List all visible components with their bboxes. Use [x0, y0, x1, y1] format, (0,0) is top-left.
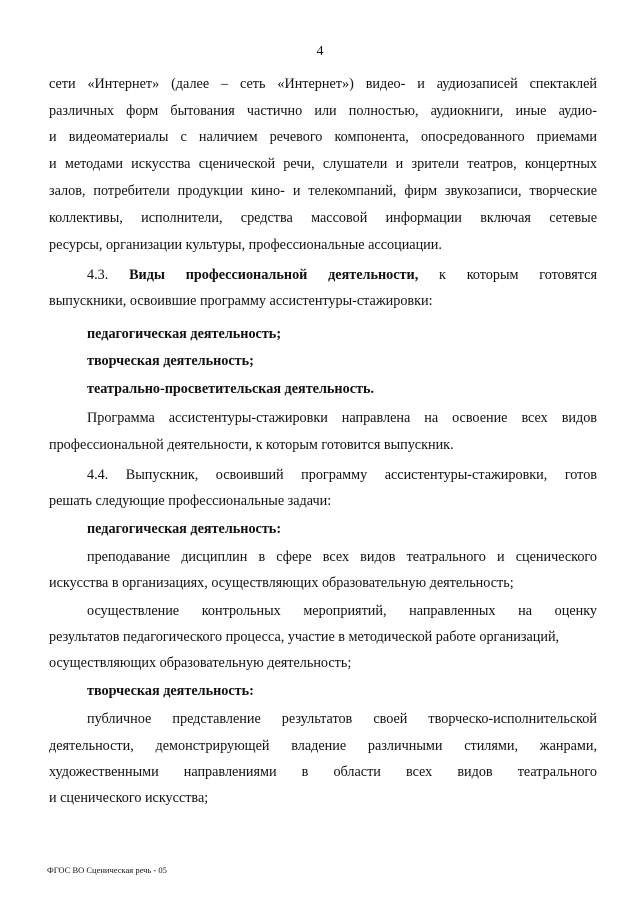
text-line: залов, потребители продукции кино- и телекомпаний, фирм звукозаписи, творческие — [49, 183, 597, 199]
text-line: и сценического искусства; — [49, 790, 209, 806]
section-title-rest: к которым готовятся — [439, 267, 597, 283]
footer: ФГОС ВО Сценическая речь - 05 — [47, 865, 167, 875]
list-item: творческая деятельность; — [87, 353, 254, 369]
text-line: и методами искусства сценической речи, слушатели и зрители театров, концертных — [49, 156, 597, 172]
text-line: 4.4. Выпускник, освоивший программу ассистентуры-стажировки, готов — [87, 467, 597, 483]
text-line: ресурсы, организации культуры, профессиональные ассоциации. — [49, 237, 442, 253]
text-line: профессиональной деятельности, к которым готовится выпускник. — [49, 437, 454, 453]
text-line: искусства в организациях, осуществляющих образовательную деятельность; — [49, 575, 514, 591]
section-4-3-heading — [87, 266, 597, 284]
section-bold-title: Виды профессиональной деятельности, — [129, 267, 419, 283]
text-line: выпускники, освоившие программу ассистентуры-стажировки: — [49, 293, 433, 309]
subheading: педагогическая деятельность: — [87, 521, 282, 537]
text-line: результатов педагогического процесса, участие в методической работе организаций, — [49, 629, 560, 645]
text-line: сети «Интернет» (далее – сеть «Интернет») видео- и аудиозаписей спектаклей — [49, 76, 597, 92]
text-line: и видеоматериалы с наличием речевого компонента, опосредованного приемами — [49, 129, 597, 145]
text-line: преподавание дисциплин в сфере всех видов театрального и сценического — [87, 549, 597, 565]
text-line: различных форм бытования частично или полностью, аудиокниги, иные аудио- — [49, 103, 597, 119]
text-line: осуществление контрольных мероприятий, направленных на оценку — [87, 603, 597, 619]
text-line: деятельности, демонстрирующей владение различными стилями, жанрами, — [49, 738, 597, 754]
list-item: педагогическая деятельность; — [87, 326, 282, 342]
page-number: 4 — [316, 44, 324, 59]
text-line: Программа ассистентуры-стажировки направлена на освоение всех видов — [87, 410, 597, 426]
text-line: осуществляющих образовательную деятельность; — [49, 655, 352, 671]
text-line: коллективы, исполнители, средства массовой информации включая сетевые — [49, 210, 597, 226]
section-number: 4.3. — [87, 267, 109, 283]
subheading: творческая деятельность: — [87, 683, 254, 699]
text-line: решать следующие профессиональные задачи: — [49, 493, 332, 509]
text-line: публичное представление результатов своей творческо-исполнительской — [87, 711, 597, 727]
text-line: художественными направлениями в области всех видов театрального — [49, 764, 597, 780]
list-item: театрально-просветительская деятельность. — [87, 381, 375, 397]
